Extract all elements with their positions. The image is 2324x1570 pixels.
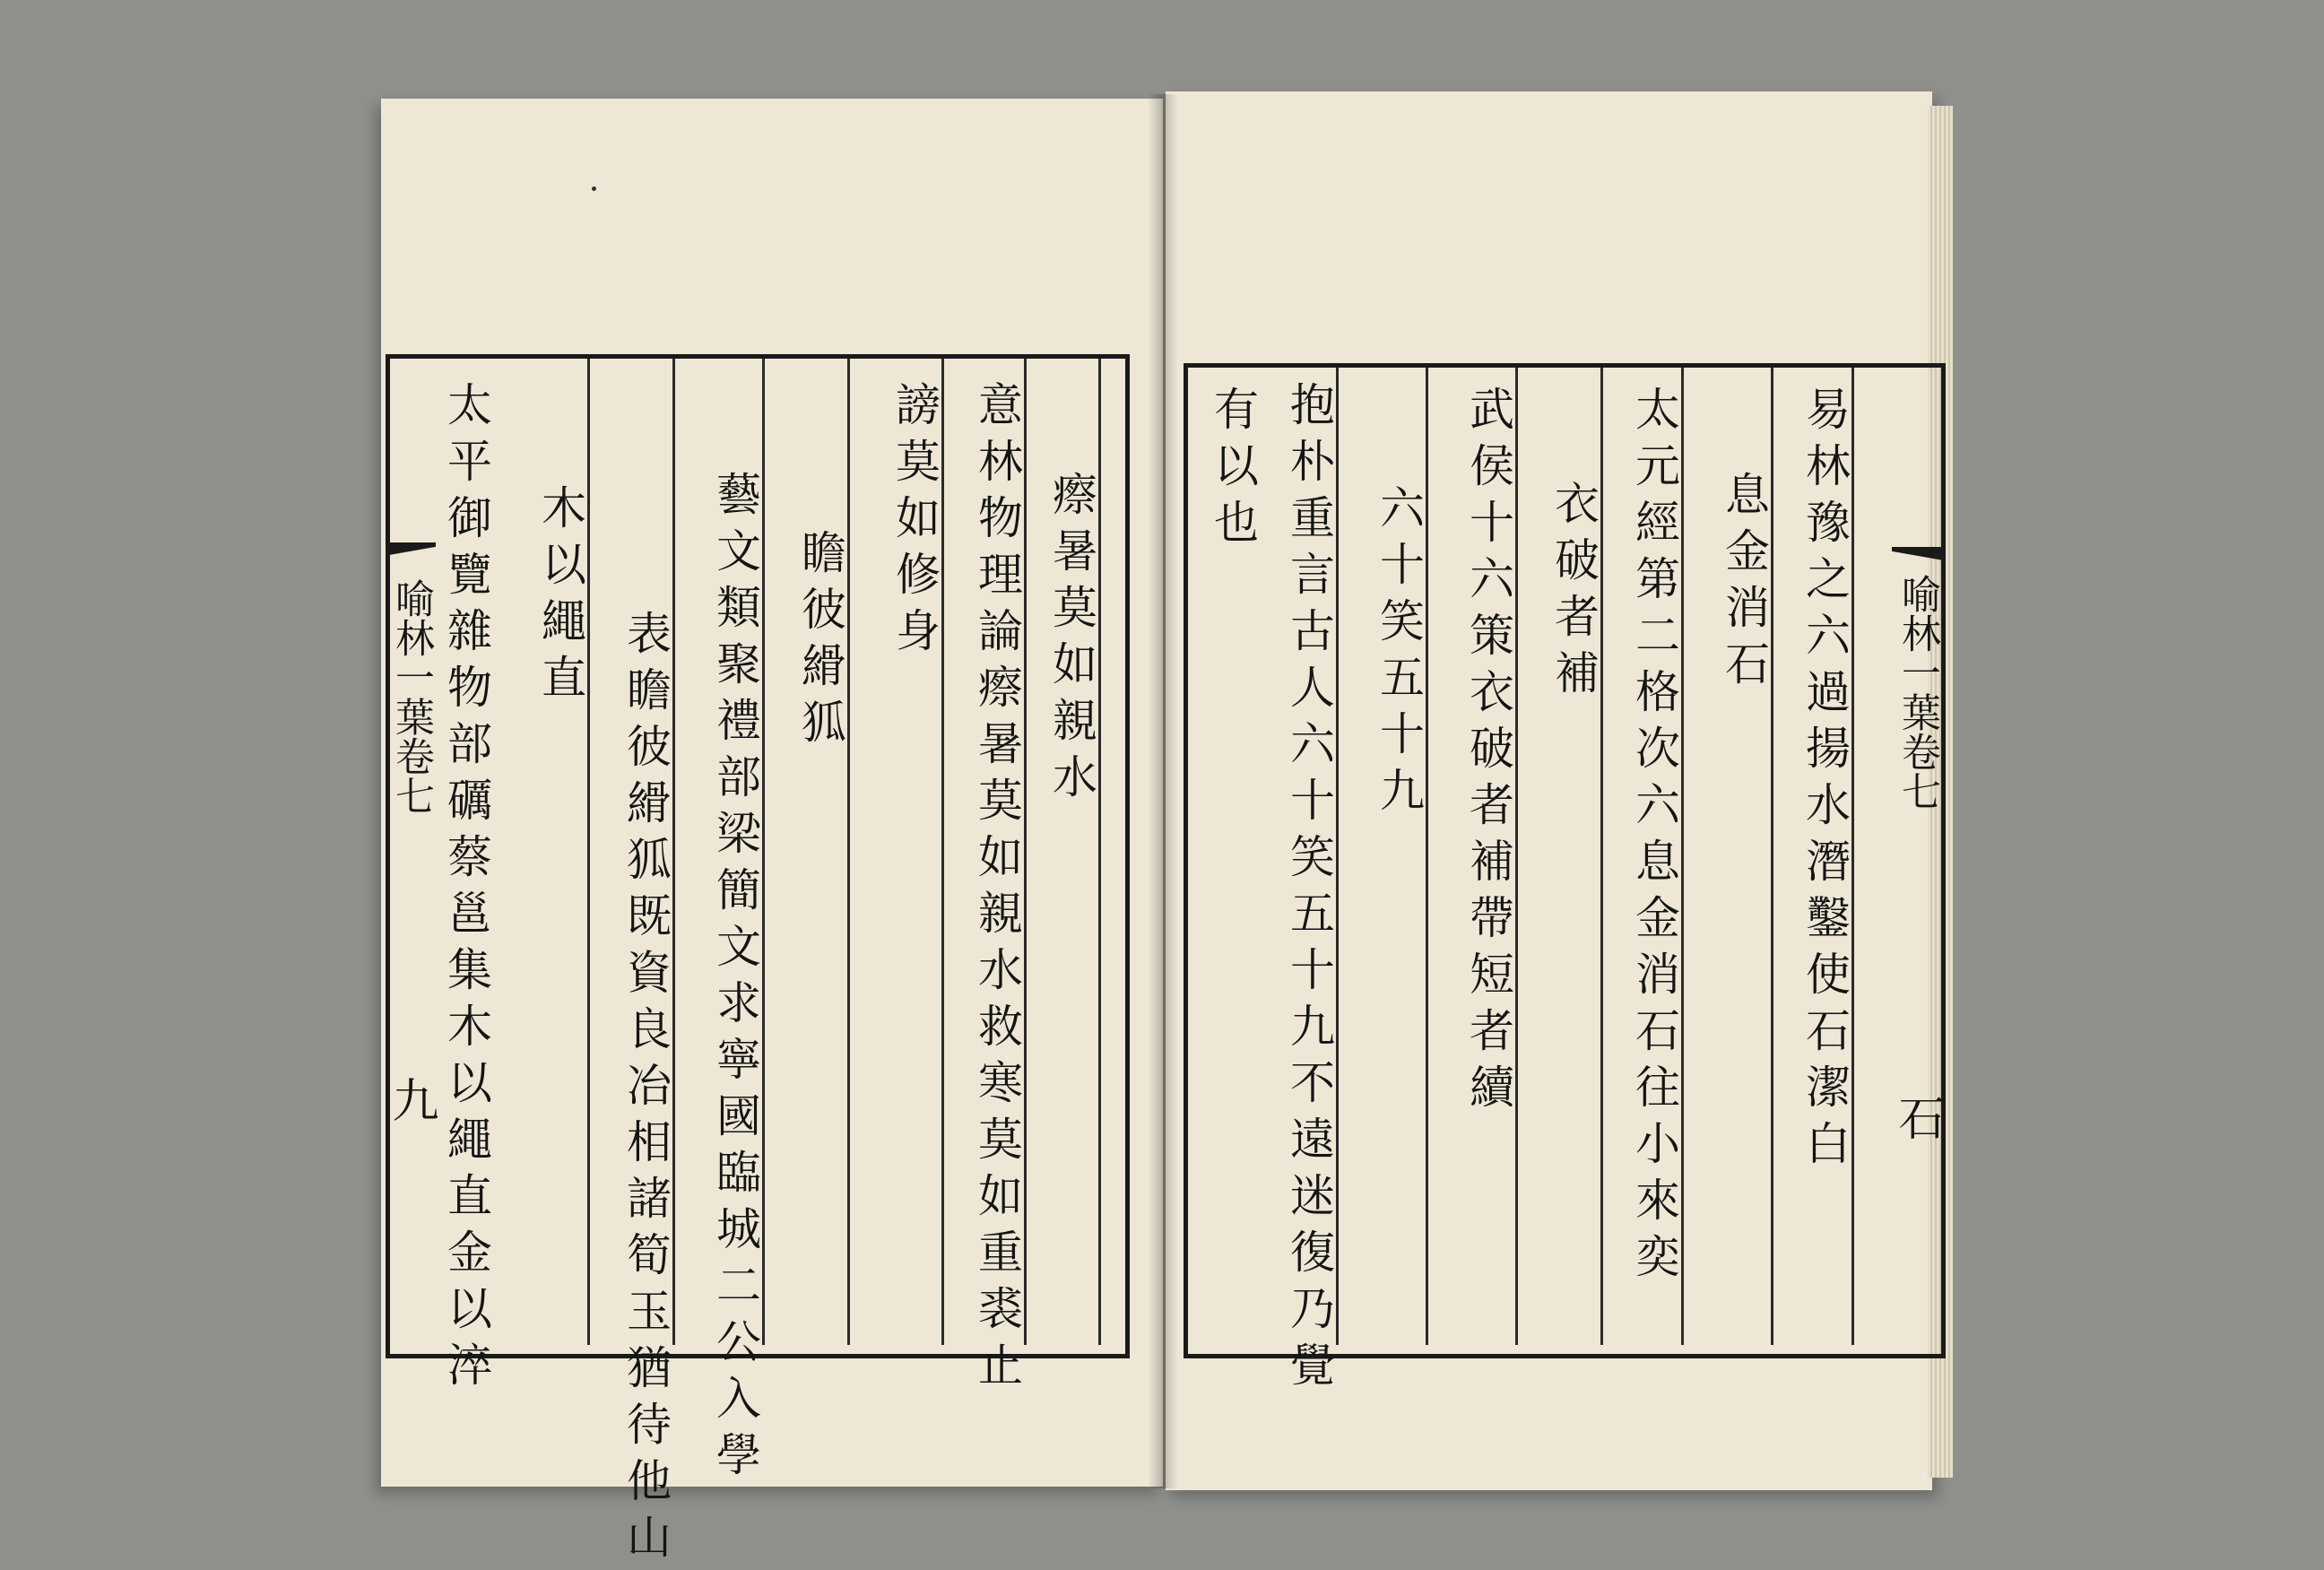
text-column	[1206, 368, 1260, 1345]
banxin-title: 喻林一葉卷七	[1895, 574, 1940, 811]
left-banxin	[386, 354, 436, 1358]
folio-number: 九	[384, 1076, 438, 1123]
text-column	[1547, 368, 1603, 1345]
column-text: 六十笑五十九	[1373, 484, 1425, 823]
column-text: 易林豫之六過揚水潛鑿使石潔白	[1799, 386, 1851, 1176]
column-text: 衣破者補	[1548, 480, 1600, 706]
banxin-title: 喻林一葉卷七	[388, 578, 434, 815]
column-text: 意林物理論瘵暑莫如親水救寒莫如重裘止	[971, 381, 1023, 1398]
text-column	[1798, 368, 1854, 1345]
text-column	[793, 359, 850, 1345]
text-column	[1282, 368, 1339, 1398]
text-column	[1717, 368, 1773, 1345]
book-gutter	[1148, 94, 1178, 1488]
fishtail-mark	[1892, 547, 1942, 570]
text-column	[708, 359, 765, 1488]
column-text: 抱朴重言古人六十笑五十九不遠迷復乃覺	[1283, 381, 1335, 1398]
text-column	[1045, 359, 1101, 1345]
column-text: 太平御覽雜物部礪蔡邕集木以繩直金以淬	[440, 381, 492, 1398]
column-text: 武侯十六策衣破者補帶短者續	[1462, 386, 1514, 1120]
text-column	[619, 359, 675, 1570]
right-banxin	[1892, 363, 1942, 1358]
folio-number: 石	[1890, 1094, 1944, 1141]
column-text: 藝文類聚禮部梁簡文求寧國臨城二公入學	[709, 471, 761, 1488]
column-text: 木以繩直	[534, 484, 586, 710]
text-column	[888, 359, 944, 1345]
text-column	[533, 359, 590, 1345]
text-column	[439, 359, 493, 1398]
column-text: 有以也	[1207, 386, 1259, 555]
text-column	[1627, 368, 1684, 1345]
column-text: 瘵暑莫如親水	[1045, 471, 1097, 810]
column-text: 瞻彼縎狐	[794, 529, 846, 755]
ink-speck	[592, 186, 596, 191]
column-text: 表瞻彼縎狐既資良冶相諸筍玉猶待他山	[620, 610, 672, 1570]
column-text: 謗莫如修身	[889, 381, 941, 664]
text-column	[970, 359, 1027, 1398]
fishtail-mark	[386, 542, 436, 566]
column-text: 太元經第二格次六息金消石往小來奕	[1628, 386, 1680, 1289]
column-text: 息金消石	[1718, 471, 1770, 697]
text-column	[1461, 368, 1518, 1345]
text-column	[1372, 368, 1428, 1345]
